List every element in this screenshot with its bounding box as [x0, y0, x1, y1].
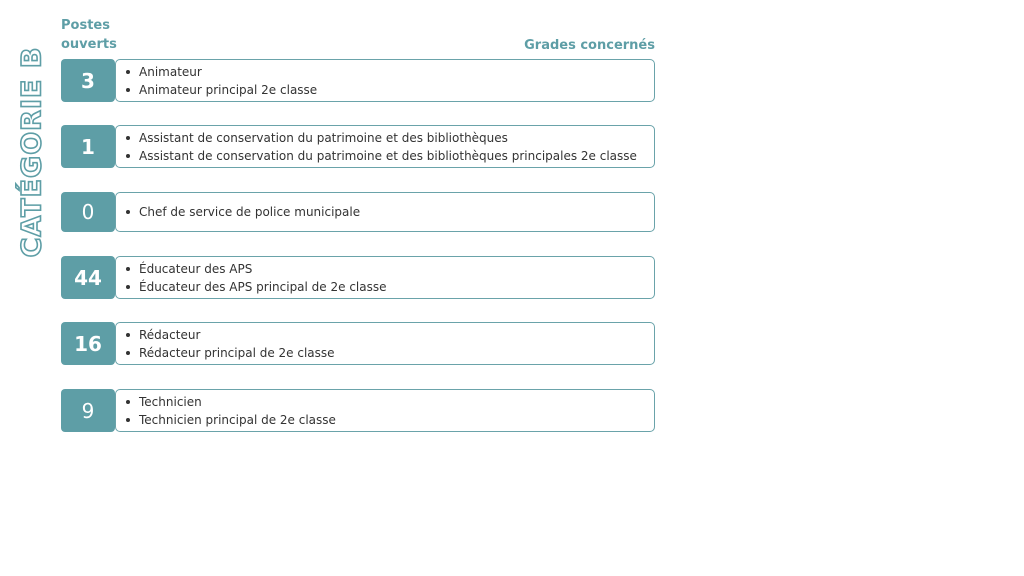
postes-header-line1: Postes: [61, 18, 110, 33]
postes-count: 9: [61, 389, 115, 432]
grade-item: [126, 81, 654, 99]
grade-label: Technicien principal de 2e classe: [139, 412, 336, 427]
grade-label: Rédacteur principal de 2e classe: [139, 345, 335, 360]
bullet-icon: [126, 285, 130, 289]
grade-item: [126, 63, 654, 81]
grades-concernes-header: Grades concernés: [524, 38, 655, 53]
bullet-icon: [126, 136, 130, 140]
grade-item: [126, 147, 654, 165]
bullet-icon: [126, 351, 130, 355]
grades-list: [115, 192, 655, 232]
grade-item: [126, 203, 654, 221]
grade-label: Chef de service de police municipale: [139, 205, 361, 219]
grades-list: [115, 322, 655, 365]
grade-label: Éducateur des APS principal de 2e classe: [139, 279, 387, 294]
bullet-icon: [126, 267, 130, 271]
category-label: CATÉGORIE B: [16, 46, 48, 258]
grade-label: Assistant de conservation du patrimoine et des bibliothèques: [139, 130, 508, 145]
grade-row: [61, 192, 655, 232]
bullet-icon: [126, 210, 130, 214]
grade-item: [126, 344, 654, 362]
grade-label: Animateur principal 2e classe: [139, 82, 318, 97]
grades-list: [115, 389, 655, 432]
grade-label: Animateur: [139, 64, 202, 79]
postes-count: 0: [61, 192, 115, 232]
grade-row: [61, 322, 655, 365]
grade-item: [126, 393, 654, 411]
bullet-icon: [126, 70, 130, 74]
grade-row: [61, 256, 655, 299]
postes-count: 1: [61, 125, 115, 168]
postes-header-line2: ouverts: [61, 37, 117, 52]
postes-count: 16: [61, 322, 115, 365]
postes-count: 44: [61, 256, 115, 299]
bullet-icon: [126, 333, 130, 337]
grade-label: Technicien: [139, 394, 202, 409]
grade-item: [126, 260, 654, 278]
grade-item: [126, 278, 654, 296]
bullet-icon: [126, 400, 130, 404]
grade-row: [61, 125, 655, 168]
grade-row: [61, 389, 655, 432]
grades-list: [115, 59, 655, 102]
grade-item: [126, 326, 654, 344]
grade-label: Éducateur des APS: [139, 261, 253, 276]
bullet-icon: [126, 418, 130, 422]
grades-list: [115, 125, 655, 168]
grade-item: [126, 129, 654, 147]
grade-item: [126, 411, 654, 429]
grades-list: [115, 256, 655, 299]
postes-count: 3: [61, 59, 115, 102]
bullet-icon: [126, 154, 130, 158]
grade-label: Assistant de conservation du patrimoine et des bibliothèques principales 2e classe: [139, 148, 637, 163]
bullet-icon: [126, 88, 130, 92]
grade-row: [61, 59, 655, 102]
grade-label: Rédacteur: [139, 327, 201, 342]
